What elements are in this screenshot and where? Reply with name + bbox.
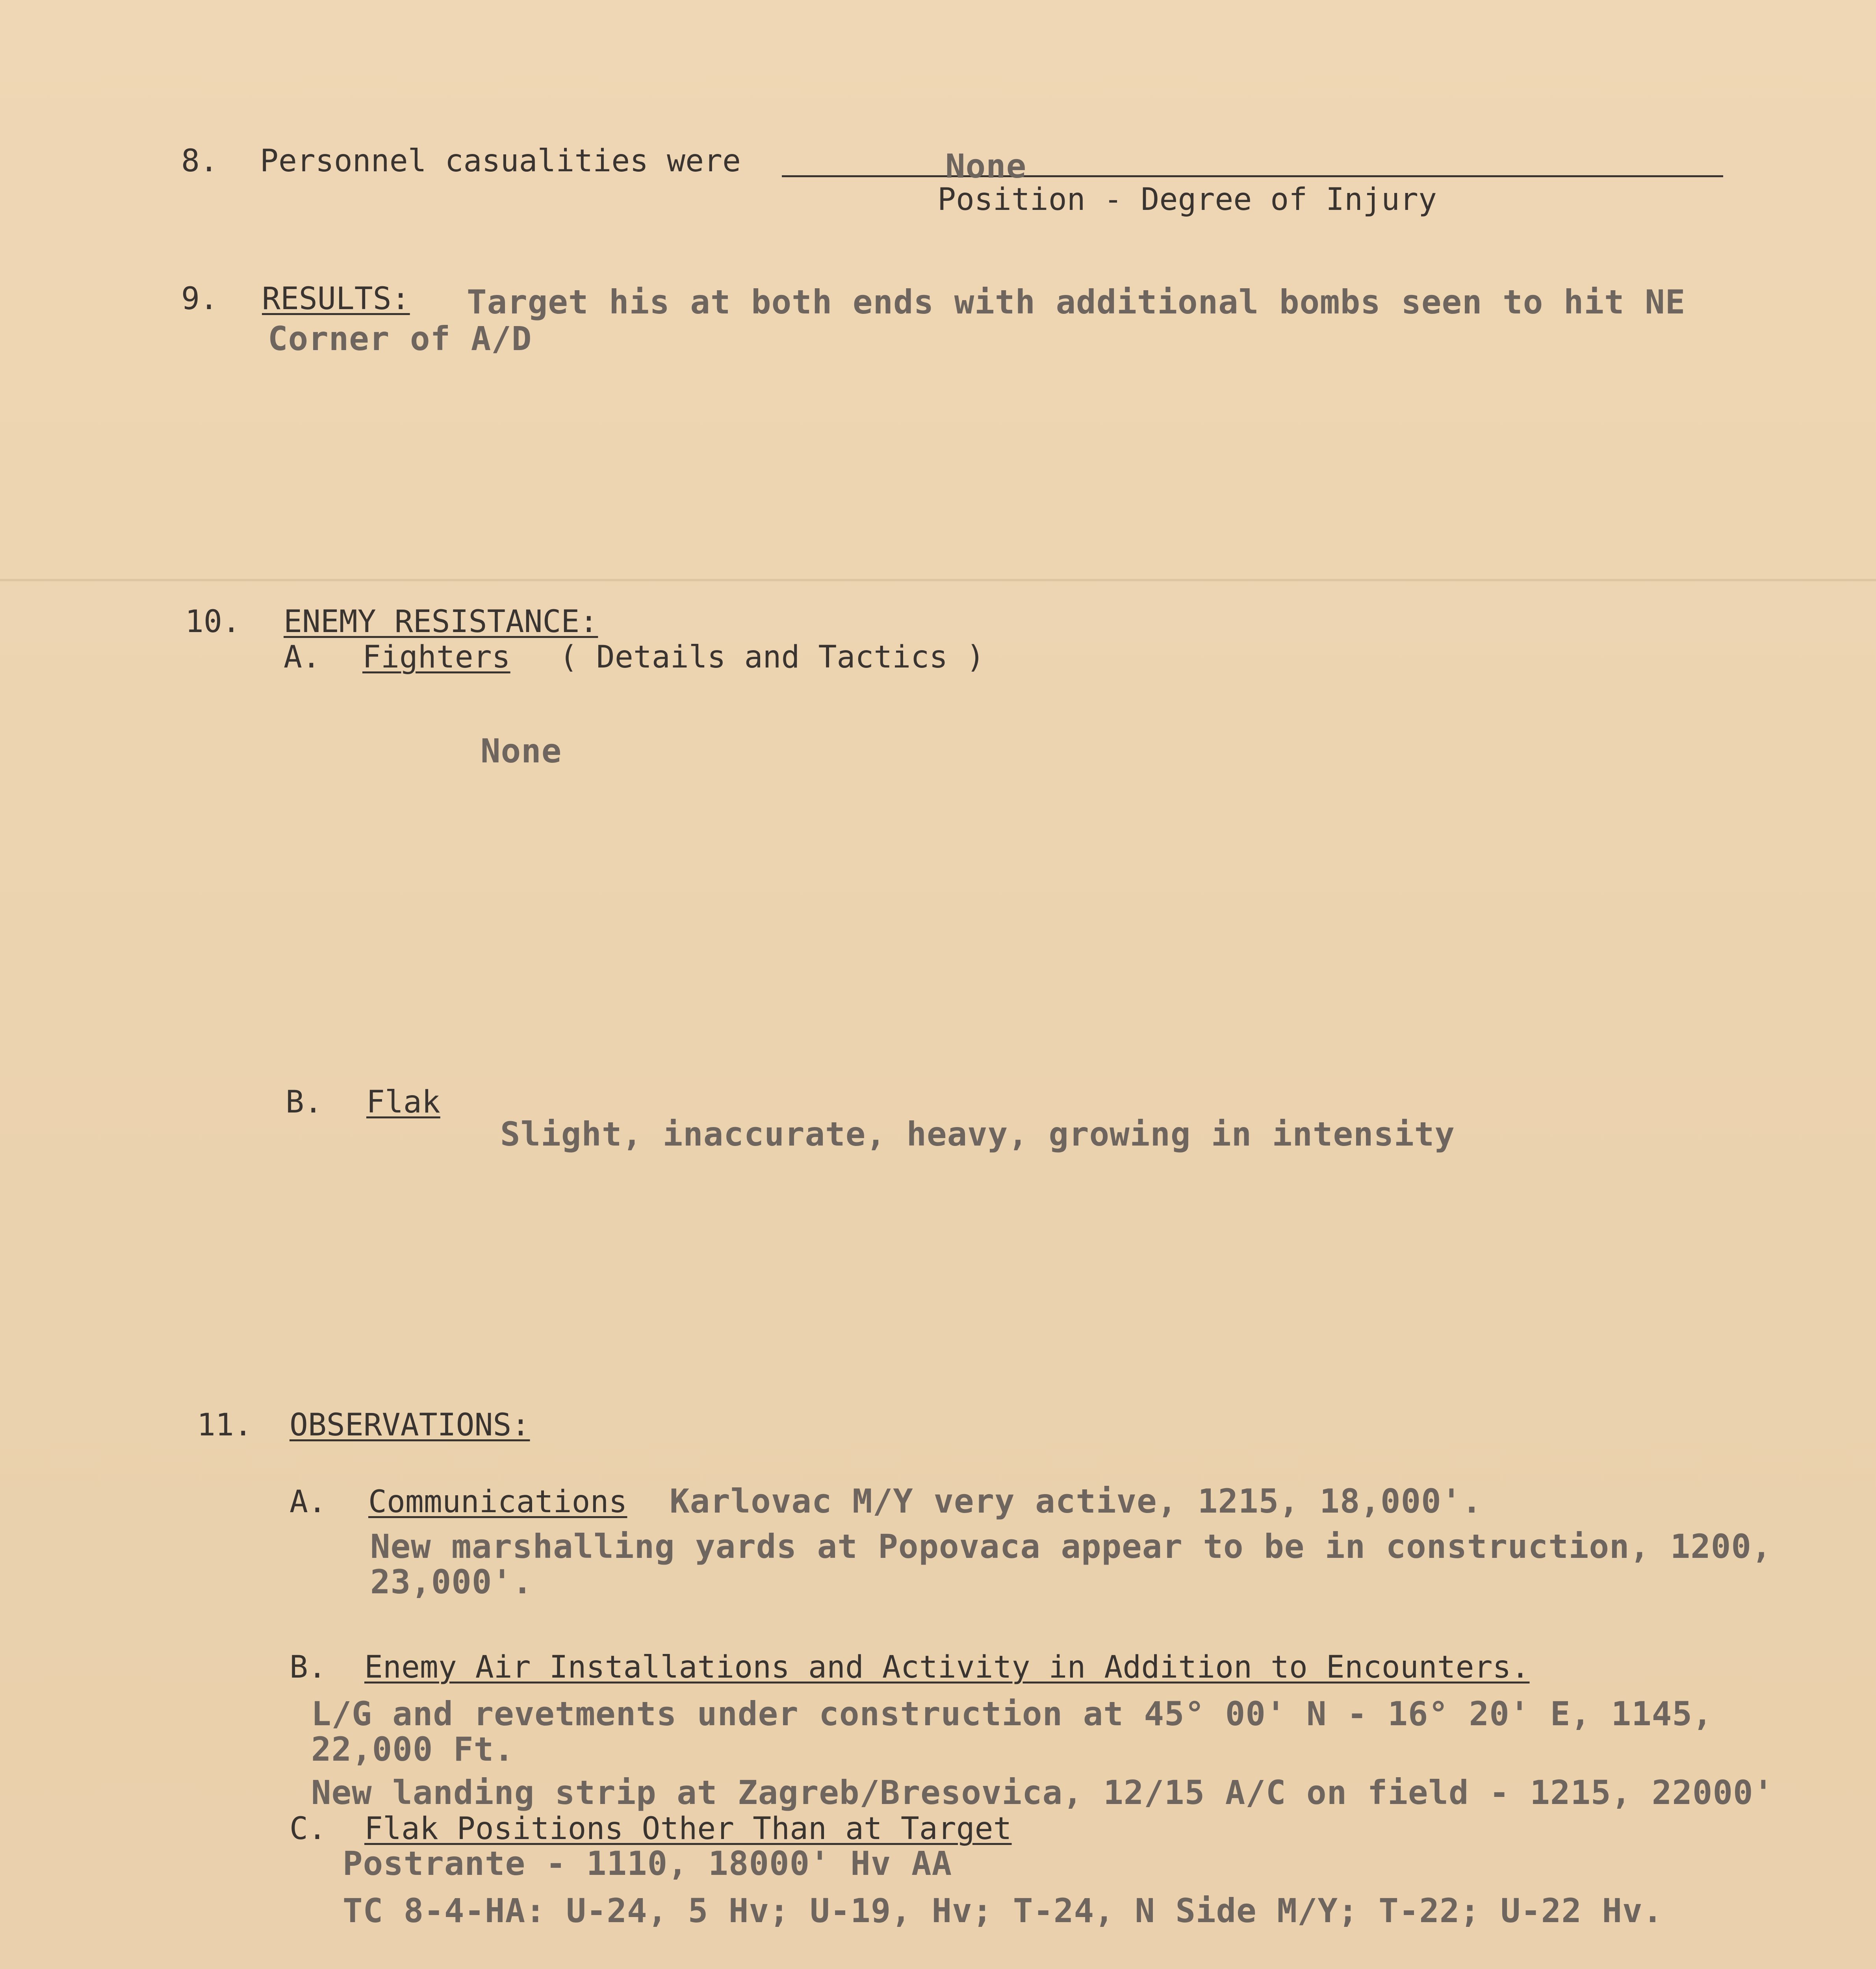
item11-a-letter: A. (289, 1484, 327, 1520)
item11-c-label: Flak Positions Other Than at Target (364, 1811, 1012, 1847)
item11-c-line2: TC 8-4-HA: U-24, 5 Hv; U-19, Hv; T-24, N Side M/Y; T-22; U-22 Hv. (343, 1891, 1663, 1930)
item11-a-line1: Karlovac M/Y very active, 1215, 18,000'. (670, 1482, 1482, 1520)
item11-b-line2: 22,000 Ft. (311, 1730, 514, 1769)
item10-a-letter: A. (284, 640, 321, 675)
item8-caption: Position - Degree of Injury (937, 182, 1437, 217)
item11-number: 11. (197, 1407, 252, 1443)
item9-number: 9. (181, 281, 218, 317)
item8-underline (782, 175, 1723, 177)
item8-number: 8. (181, 143, 218, 179)
item9-line2: Corner of A/D (268, 319, 532, 358)
item11-c-line1: Postrante - 1110, 18000' Hv AA (343, 1844, 952, 1883)
item11-c-letter: C. (289, 1811, 327, 1847)
item11-b-line3: New landing strip at Zagreb/Bresovica, 12/15 A/C on field - 1215, 22000' (311, 1773, 1774, 1812)
item10-a-note: ( Details and Tactics ) (559, 640, 985, 675)
item9-label: RESULTS: (262, 281, 410, 317)
item10-number: 10. (185, 604, 241, 640)
item9-line1: Target his at both ends with additional bombs seen to hit NE (467, 283, 1686, 321)
item11-label: OBSERVATIONS: (289, 1407, 530, 1443)
item8-label: Personnel casualities were (260, 143, 741, 179)
item8-value: None (945, 147, 1027, 185)
item10-b-value: Slight, inaccurate, heavy, growing in intensity (500, 1115, 1455, 1153)
paper-crease (0, 579, 1876, 581)
item11-b-line1: L/G and revetments under construction at 45° 00' N - 16° 20' E, 1145, (311, 1695, 1713, 1733)
item11-b-label: Enemy Air Installations and Activity in Addition to Encounters. (364, 1650, 1530, 1685)
item10-a-label: Fighters (362, 640, 510, 675)
item10-b-label: Flak (366, 1085, 440, 1120)
item10-a-value: None (481, 732, 562, 770)
item10-b-letter: B. (286, 1085, 323, 1120)
item11-a-line2: New marshalling yards at Popovaca appear to be in construction, 1200, (370, 1527, 1772, 1566)
item11-a-line3: 23,000'. (370, 1563, 533, 1601)
item10-label: ENEMY RESISTANCE: (284, 604, 598, 640)
item11-b-letter: B. (289, 1650, 327, 1685)
item11-a-label: Communications (368, 1484, 627, 1520)
